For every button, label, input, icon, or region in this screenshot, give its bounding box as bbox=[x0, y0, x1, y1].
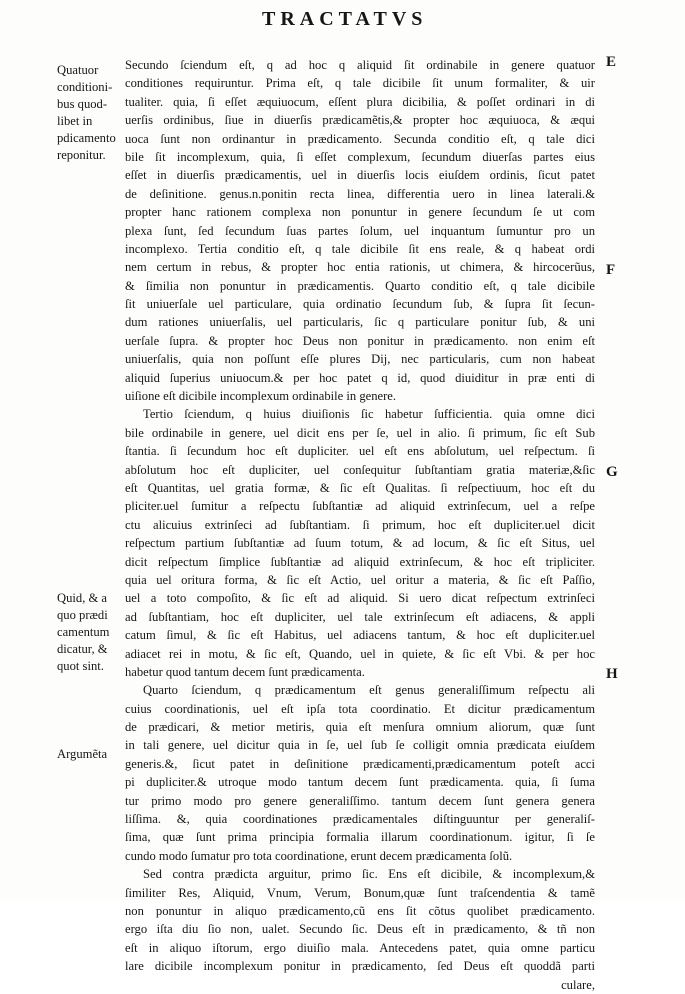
text-line: ſtantia. ſi ſecundum hoc eſt dupliciter. uel eſt ens abſolutum, uel reſpectum. ſi bbox=[125, 444, 595, 459]
text-line: adiacet rei in motu, & ſic eſt, Quando, uel in quiete, & ſic eſt Vbi. & per hoc bbox=[125, 646, 595, 661]
text-line: habetur quod tantum decem ſunt prædicamenta. bbox=[125, 664, 365, 679]
side-letter-g: G bbox=[606, 464, 618, 480]
text-line: Sed contra prædicta arguitur, primo ſic. Ens eſt dicibile, & incomplexum,& bbox=[143, 867, 595, 882]
margin-note-line: conditioni- bbox=[57, 80, 113, 94]
text-line: cuius coordinationis, uel eſt ipſa tota coordinatio. Et dicitur prædicamentum bbox=[125, 701, 595, 716]
text-line: eſt Quantitas, uel gratia formæ, & ſic eſt Qualitas. ſi reſpectiuum, hoc eſt du bbox=[125, 480, 595, 495]
side-letter-h: H bbox=[606, 666, 618, 682]
margin-note-line: pdicamento bbox=[57, 131, 116, 145]
text-line: eſt in aliquo iſtorum, ergo diuiſio mala. Antecedens patet, quia omne particu bbox=[125, 940, 595, 955]
side-letter-e: E bbox=[606, 54, 617, 70]
margin-note-line: Quatuor bbox=[57, 63, 99, 77]
text-line: catum ſimul, & ſic eſt Habitus, uel adiacens tantum, & hoc eſt dupliciter.uel bbox=[125, 628, 595, 643]
running-header: TRACTATVS bbox=[262, 8, 428, 30]
text-line: tur primo modo pro genere generaliſſimo. tantum decem ſunt genera genera bbox=[125, 793, 595, 808]
margin-note-line: bus quod- bbox=[57, 97, 108, 111]
text-line: uniuerſalis, quia non poſſunt eſſe plures Dij, nec particularis, cum non habeat bbox=[125, 352, 595, 367]
text-line: Quarto ſciendum, q prædicamentum eſt genus generaliſſimum reſpectu ali bbox=[143, 683, 595, 698]
margin-note-conditions bbox=[57, 62, 116, 164]
text-line: ſimiliter Res, Aliquid, Vnum, Verum, Bonum,quæ ſunt traſcendentia & tamẽ bbox=[125, 885, 595, 900]
text-line: uerſis ordinibus, ſiue in diuerſis prædicamẽtis,& propter hoc æquiuoca, & æqui bbox=[125, 113, 595, 128]
text-line: ctu alicuius extrinſeci ad ſubſtantiam. ſi primum, hoc eſt dupliciter.uel dicit bbox=[125, 517, 595, 532]
margin-note-line: dicatur, & bbox=[57, 642, 108, 656]
text-line: non ponuntur in aliquo prædicamento,cũ ens ſit cõtus quolibet prædicamento. bbox=[125, 903, 595, 918]
text-line: & ſimilia non ponuntur in prædicamentis. Quarto conditio eſt, q tale dicibile bbox=[125, 278, 595, 293]
margin-note-line: Quid, & a bbox=[57, 591, 108, 605]
text-line: cundo modo ſumatur pro tota coordinatione, erunt decem prædicamenta ſolũ. bbox=[125, 848, 513, 863]
margin-note-line: reponitur. bbox=[57, 148, 106, 162]
text-line: bile ſit incomplexum, quia, ſi eſſet complexum, ſecundum diuerſas partes eius bbox=[125, 149, 595, 164]
text-line: eſſet in diuerſis prædicamentis, uel in diuerſis locis eiuſdem ordinis, ſicut patet bbox=[125, 168, 595, 183]
text-line: incomplexo. Tertia conditio eſt, q tale dicibile ſit ens reale, & q habeat ordi bbox=[125, 241, 595, 256]
catchword: culare, bbox=[561, 977, 595, 992]
text-line: de deſinitione. genus.n.ponitin recta linea, differentia uero in linea laterali.& bbox=[125, 186, 595, 201]
text-line: quia uel oritura forma, & ſic eſt Actio, uel oritur a materia, & ſic eſt Paſſio, bbox=[125, 572, 595, 587]
margin-note-line: Argumẽta bbox=[57, 747, 108, 761]
text-line: pi dupliciter.& utroque modo tantum decem ſunt prædicamenta. quia, ſi ſuma bbox=[125, 775, 595, 790]
text-line: lare dicibile incomplexum ponitur in prædicamento, ſed Deus eſt quoddã parti bbox=[125, 959, 595, 974]
text-line: bile ordinabile in genere, uel dicit ens per ſe, uel in alio. ſi primum, ſic eſt Sub bbox=[125, 425, 595, 440]
margin-note-line: quo prædi bbox=[57, 608, 108, 622]
text-line: uiſione eſt dicibile incomplexum ordinabile in genere. bbox=[125, 389, 397, 404]
text-line: propter hanc rationem complexa non ponuntur in genere ſecundum ſe ut com bbox=[125, 205, 595, 220]
text-line: abſolutum hoc eſt dupliciter, uel conſequitur ſubſtantiam gratia materiæ,&ſic bbox=[125, 462, 595, 477]
main-text bbox=[125, 56, 595, 994]
text-line: ſit uniuerſale uel particulare, quia ordinatio ſecundum ſub, & ſupra ſit ſecun- bbox=[125, 297, 595, 312]
margin-note-argumenta bbox=[57, 746, 107, 763]
text-line: uoca ſunt non ordinantur in prædicamento. Secunda conditio eſt, q tale dici bbox=[125, 131, 595, 146]
margin-note-line: camentum bbox=[57, 625, 110, 639]
margin-note-quid bbox=[57, 590, 109, 675]
text-line: nem certum in rebus, & propter hoc entia rationis, ut chimera, & hircocerũus, bbox=[125, 260, 595, 275]
text-line: de prædicari, & metior metiris, quia eſt menſura omnium aliorum, quæ ſunt bbox=[125, 720, 595, 735]
text-line: ſima, quæ ſunt prima principia formalia illarum coordinationum. igitur, ſi ſe bbox=[125, 830, 595, 845]
text-line: Secundo ſciendum eſt, q ad hoc q aliquid ſit ordinabile in genere quatuor bbox=[125, 58, 595, 72]
text-line: in tali genere, uel dicitur quia in ſe, uel ſub ſe colligit omnia prædicata eiuſdem bbox=[125, 738, 595, 753]
text-line: ergo iſta diu ſio non, ualet. Secundo ſic. Deus eſt in prædicamento, & tñ non bbox=[125, 922, 595, 937]
text-line: dicit reſpectum ſimplice ſubſtantiæ ad aliquid extrinſecum, & hoc eſt tripliciter. bbox=[125, 554, 595, 569]
margin-note-line: quot sint. bbox=[57, 659, 104, 673]
text-line: Tertio ſciendum, q huius diuiſionis ſic habetur ſufficientia. quia omne dici bbox=[143, 407, 595, 422]
text-line: aliquid ſuperius uniuocum.& per hoc patet q id, quod diuiditur in præ enti di bbox=[125, 370, 595, 385]
text-line: tualiter. quia, ſi eſſet æquiuocum, eſſent plura dicibilia, & poſſet ordinari in di bbox=[125, 94, 595, 109]
text-line: generis.&, ſicut patet in deſinitione prædicamenti,prædicamentum poteſt acci bbox=[125, 756, 595, 771]
margin-note-line: libet in bbox=[57, 114, 93, 128]
side-letter-f: F bbox=[606, 262, 616, 278]
text-line: uel a toto compoſito, & ſic eſt ad aliquid. Si uero dicat reſpectum extrinſeci bbox=[125, 591, 595, 606]
text-line: plexa ſunt, ſed ſecundum ſuas partes ſolum, uel inquantum ſumuntur pro un bbox=[125, 223, 595, 238]
text-line: uerſale ſupra. & propter hoc Deus non ponitur in prædicamento. non enim eſt bbox=[125, 333, 595, 348]
text-line: pliciter.uel ſumitur a reſpectu ſubſtantiæ ad aliquid extrinſecum, uel a reſpe bbox=[125, 499, 595, 514]
text-line: conditiones requiruntur. Prima eſt, q tale dicibile ſit unum formaliter, & uir bbox=[125, 76, 595, 91]
text-line: liſſima. &, quia coordinationes prædicamentales diſtinguuntur per generaliſ- bbox=[125, 812, 595, 827]
text-line: reſpectum partium ſubſtantiæ ad ſuum totum, & ad locum, & ſic eſt Situs, uel bbox=[125, 536, 595, 551]
text-line: dum rationes uniuerſalis, uel particularis, ſic q particulare ponitur ſub, & uni bbox=[125, 315, 595, 330]
text-line: ad ſubſtantiam, hoc eſt dupliciter, uel tale extrinſecum eſt adiacens, & appli bbox=[125, 609, 595, 624]
